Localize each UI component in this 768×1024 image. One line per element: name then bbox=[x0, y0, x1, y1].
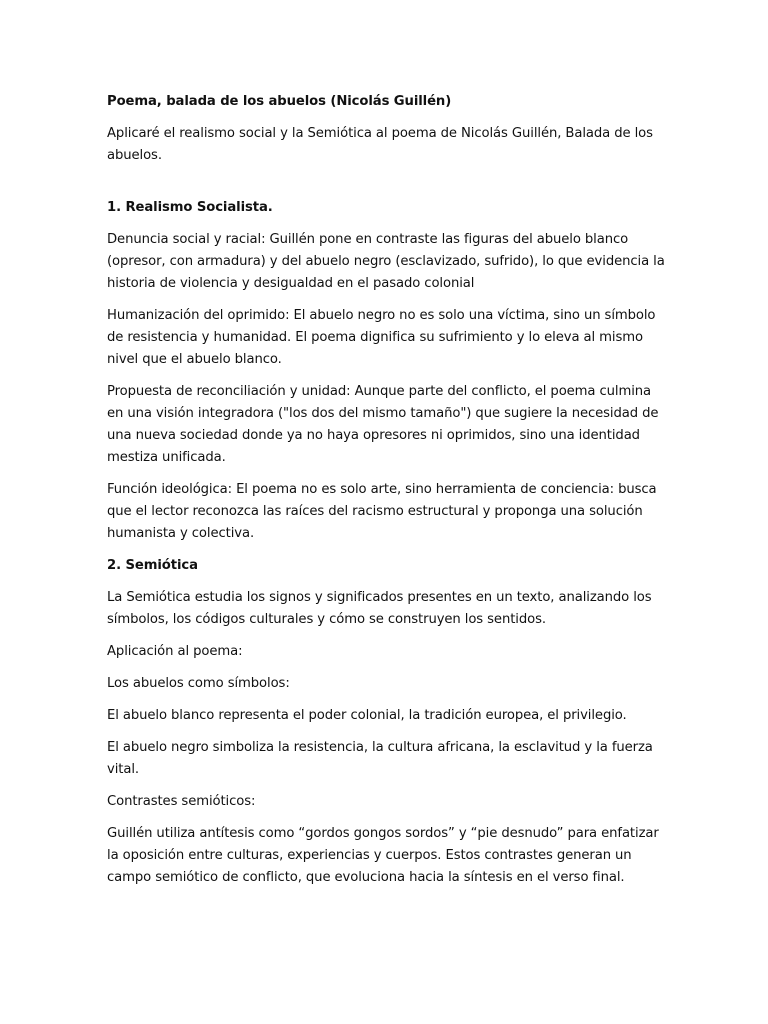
intro-paragraph: Aplicaré el realismo social y la Semiótica al poema de Nicolás Guillén, Balada de los abuelos. bbox=[107, 126, 653, 163]
paragraph: Propuesta de reconciliación y unidad: Aunque parte del conflicto, el poema culmina en una visión integradora ("los dos del mismo tamaño") que sugiere la necesidad de una nueva sociedad donde ya no haya opresores ni oprimidos, sino una identidad mestiza unificada. bbox=[107, 384, 659, 465]
paragraph: Los abuelos como símbolos: bbox=[107, 676, 290, 691]
paragraph: Función ideológica: El poema no es solo arte, sino herramienta de conciencia: busca que el lector reconozca las raíces del racismo estructural y proponga una solución humanista y colectiva. bbox=[107, 482, 657, 541]
document-page bbox=[107, 91, 667, 899]
paragraph: Contrastes semióticos: bbox=[107, 794, 256, 809]
paragraph: Guillén utiliza antítesis como “gordos gongos sordos” y “pie desnudo” para enfatizar la oposición entre culturas, experiencias y cuerpos. Estos contrastes generan un campo semiótico de conflicto, que evoluciona hacia la síntesis en el verso final. bbox=[107, 826, 659, 885]
paragraph: El abuelo blanco representa el poder colonial, la tradición europea, el privilegio. bbox=[107, 708, 627, 723]
section-heading-realismo: 1. Realismo Socialista. bbox=[107, 200, 273, 215]
paragraph: Denuncia social y racial: Guillén pone en contraste las figuras del abuelo blanco (opresor, con armadura) y del abuelo negro (esclavizado, sufrido), lo que evidencia la historia de violencia y desigualdad en el pasado colonial bbox=[107, 232, 665, 291]
paragraph: Humanización del oprimido: El abuelo negro no es solo una víctima, sino un símbolo de resistencia y humanidad. El poema dignifica su sufrimiento y lo eleva al mismo nivel que el abuelo blanco. bbox=[107, 308, 656, 367]
paragraph: La Semiótica estudia los signos y significados presentes en un texto, analizando los símbolos, los códigos culturales y cómo se construyen los sentidos. bbox=[107, 590, 652, 627]
paragraph: Aplicación al poema: bbox=[107, 644, 243, 659]
paragraph: El abuelo negro simboliza la resistencia, la cultura africana, la esclavitud y la fuerza vital. bbox=[107, 740, 653, 777]
section-heading-semiotica: 2. Semiótica bbox=[107, 558, 198, 573]
document-title: Poema, balada de los abuelos (Nicolás Guillén) bbox=[107, 94, 452, 109]
